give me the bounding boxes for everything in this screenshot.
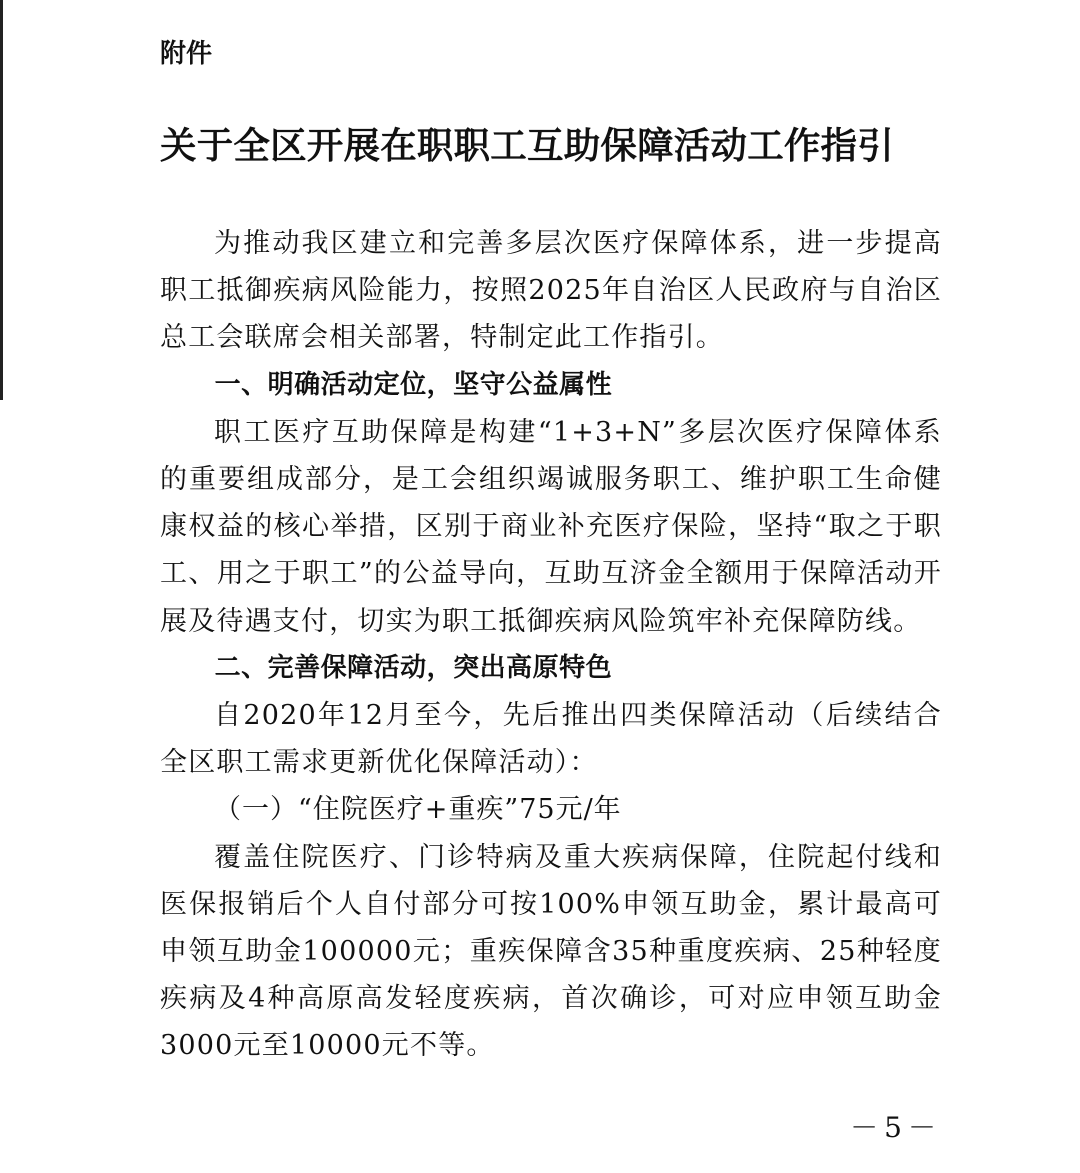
section-1-paragraph: 职工医疗互助保障是构建“1+3+N”多层次医疗保障体系的重要组成部分，是工会组织竭诚服务职工、维护职工生命健康权益的核心举措，区别于商业补充医疗保险，坚持“取之于职工、用之于职工”的公益导向，互助互济金全额用于保障活动开展及待遇支付，切实为职工抵御疾病风险筑牢补充保障防线。 — [160, 416, 942, 637]
subsection-1-paragraph: 覆盖住院医疗、门诊特病及重大疾病保障，住院起付线和医保报销后个人自付部分可按100%申领互助金，累计最高可申领互助金100000元；重疾保障含35种重度疾病、25种轻度疾病及4种高原高发轻度疾病，首次确诊，可对应申领互助金3000元至10000元不等。 — [160, 841, 942, 1062]
subsection-1-heading: （一）“住院医疗+重疾”75元/年 — [214, 794, 622, 826]
section-2-paragraph: 自2020年12月至今，先后推出四类保障活动（后续结合全区职工需求更新优化保障活动）： — [160, 700, 942, 779]
document-title: 关于全区开展在职职工互助保障活动工作指引 — [160, 124, 894, 167]
section-2-heading: 二、完善保障活动，突出高原特色 — [214, 652, 613, 683]
page-number: －5－ — [850, 1111, 942, 1144]
scan-left-edge — [0, 0, 3, 400]
attachment-label: 附件 — [160, 39, 213, 69]
intro-paragraph: 为推动我区建立和完善多层次医疗保障体系，进一步提高职工抵御疾病风险能力，按照2025年自治区人民政府与自治区总工会联席会相关部署，特制定此工作指引。 — [160, 228, 942, 354]
document-body — [160, 220, 942, 1070]
section-1-heading: 一、明确活动定位，坚守公益属性 — [214, 369, 613, 400]
